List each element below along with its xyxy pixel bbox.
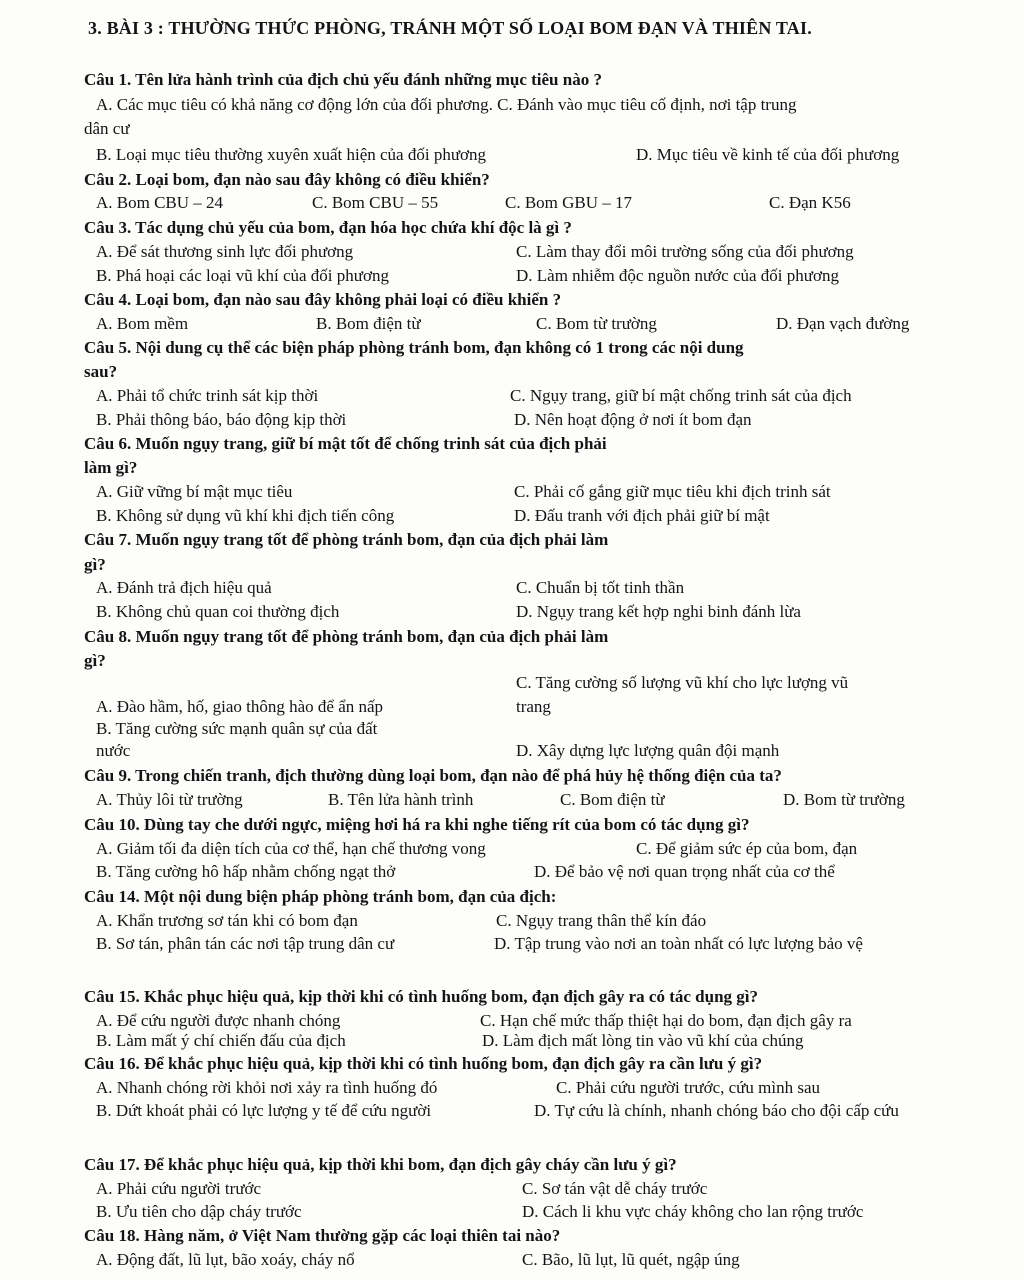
question-line: Câu 18. Hàng năm, ở Việt Nam thường gặp các loại thiên tai nào? bbox=[84, 1226, 561, 1245]
answer-line: D. Tự cứu là chính, nhanh chóng báo cho đội cấp cứu bbox=[534, 1101, 899, 1120]
answer-line: A. Nhanh chóng rời khỏi nơi xảy ra tình huống đó bbox=[96, 1078, 438, 1097]
answer-line: dân cư bbox=[84, 119, 130, 138]
answer-line: A. Khẩn trương sơ tán khi có bom đạn bbox=[96, 911, 358, 930]
answer-line: A. Bom CBU – 24 bbox=[96, 193, 224, 212]
answer-line: B. Tên lửa hành trình bbox=[328, 790, 474, 809]
answer-line: A. Để sát thương sinh lực đối phương bbox=[96, 242, 354, 261]
question-line: Câu 14. Một nội dung biện pháp phòng tránh bom, đạn của địch: bbox=[84, 887, 557, 906]
question-line: Câu 10. Dùng tay che dưới ngực, miệng hơi há ra khi nghe tiếng rít của bom có tác dụng gì? bbox=[84, 815, 750, 834]
question-line: gì? bbox=[84, 651, 106, 670]
answer-line: D. Ngụy trang kết hợp nghi binh đánh lừa bbox=[516, 602, 801, 621]
answer-line: C. Ngụy trang, giữ bí mật chống trinh sát của địch bbox=[510, 386, 852, 405]
answer-line: D. Xây dựng lực lượng quân đội mạnh bbox=[516, 741, 780, 760]
answer-line: D. Để bảo vệ nơi quan trọng nhất của cơ thể bbox=[534, 862, 835, 881]
answer-line: B. Làm mất ý chí chiến đấu của địch bbox=[96, 1031, 346, 1050]
answer-line: C. Bom GBU – 17 bbox=[505, 193, 633, 212]
question-line: sau? bbox=[84, 362, 118, 381]
answer-line: A. Để cứu người được nhanh chóng bbox=[96, 1011, 341, 1030]
answer-line: B. Loại mục tiêu thường xuyên xuất hiện của đối phương bbox=[96, 145, 487, 164]
answer-line: A. Thủy lôi từ trường bbox=[96, 790, 243, 809]
answer-line: C. Bom CBU – 55 bbox=[312, 193, 439, 212]
answer-line: A. Giảm tối đa diện tích của cơ thể, hạn chế thương vong bbox=[96, 839, 486, 858]
answer-line: B. Ưu tiên cho dập cháy trước bbox=[96, 1202, 302, 1221]
answer-line: A. Phải tổ chức trinh sát kịp thời bbox=[96, 386, 319, 405]
question-line: Câu 7. Muốn ngụy trang tốt để phòng tránh bom, đạn của địch phải làm bbox=[84, 530, 609, 549]
answer-line: C. Tăng cường số lượng vũ khí cho lực lượng vũ bbox=[516, 673, 849, 692]
answer-line: C. Sơ tán vật dễ cháy trước bbox=[522, 1179, 708, 1198]
answer-line: C. Phải cố gắng giữ mục tiêu khi địch trinh sát bbox=[514, 482, 831, 501]
question-line: Câu 4. Loại bom, đạn nào sau đây không phải loại có điều khiển ? bbox=[84, 290, 562, 309]
answer-line: C. Bom điện từ bbox=[560, 790, 665, 809]
answer-line: C. Để giảm sức ép của bom, đạn bbox=[636, 839, 858, 858]
answer-line: D. Mục tiêu về kinh tế của đối phương bbox=[636, 145, 900, 164]
answer-line: D. Làm địch mất lòng tin vào vũ khí của chúng bbox=[482, 1031, 804, 1050]
answer-line: C. Ngụy trang thân thể kín đáo bbox=[496, 911, 707, 930]
answer-line: C. Làm thay đổi môi trường sống của đối phương bbox=[516, 242, 854, 261]
answer-line: B. Không sử dụng vũ khí khi địch tiến công bbox=[96, 506, 395, 525]
answer-line: C. Đạn K56 bbox=[769, 193, 851, 212]
answer-line: C. Hạn chế mức thấp thiệt hại do bom, đạn địch gây ra bbox=[480, 1011, 852, 1030]
question-line: Câu 16. Để khắc phục hiệu quả, kịp thời khi có tình huống bom, đạn địch gây ra cần lưu ý gì? bbox=[84, 1054, 763, 1073]
question-line: Câu 6. Muốn ngụy trang, giữ bí mật tốt để chống trinh sát của địch phải bbox=[84, 434, 607, 453]
answer-line: A. Giữ vững bí mật mục tiêu bbox=[96, 482, 293, 501]
answer-line: B. Tăng cường sức mạnh quân sự của đất bbox=[96, 719, 378, 738]
question-line: Câu 9. Trong chiến tranh, địch thường dùng loại bom, đạn nào để phá hủy hệ thống điện của ta? bbox=[84, 766, 782, 785]
answer-line: D. Đạn vạch đường bbox=[776, 314, 910, 333]
answer-line: A. Phải cứu người trước bbox=[96, 1179, 262, 1198]
answer-line: B. Tăng cường hô hấp nhằm chống ngạt thở bbox=[96, 862, 396, 881]
answer-line: B. Không chủ quan coi thường địch bbox=[96, 602, 340, 621]
question-line: Câu 2. Loại bom, đạn nào sau đây không có điều khiển? bbox=[84, 170, 490, 189]
question-line: Câu 8. Muốn ngụy trang tốt để phòng tránh bom, đạn của địch phải làm bbox=[84, 627, 609, 646]
answer-line: C. Phải cứu người trước, cứu mình sau bbox=[556, 1078, 820, 1097]
answer-line: A. Các mục tiêu có khả năng cơ động lớn của đối phương. C. Đánh vào mục tiêu cố định, nơi tập trung bbox=[96, 95, 797, 114]
question-line: Câu 1. Tên lửa hành trình của địch chủ yếu đánh những mục tiêu nào ? bbox=[84, 70, 602, 89]
answer-line: A. Đánh trả địch hiệu quả bbox=[96, 578, 272, 597]
answer-line: D. Làm nhiễm độc nguồn nước của đối phương bbox=[516, 266, 839, 285]
answer-line: D. Bom từ trường bbox=[783, 790, 905, 809]
answer-line: nước bbox=[96, 741, 131, 760]
answer-line: C. Chuẩn bị tốt tinh thần bbox=[516, 578, 685, 597]
question-line: làm gì? bbox=[84, 458, 138, 477]
answer-line: B. Phải thông báo, báo động kịp thời bbox=[96, 410, 347, 429]
question-line: gì? bbox=[84, 555, 106, 574]
answer-line: B. Sơ tán, phân tán các nơi tập trung dân cư bbox=[96, 934, 395, 953]
answer-line: D. Nên hoạt động ở nơi ít bom đạn bbox=[514, 410, 752, 429]
page-title: 3. BÀI 3 : THƯỜNG THỨC PHÒNG, TRÁNH MỘT SỐ LOẠI BOM ĐẠN VÀ THIÊN TAI. bbox=[88, 18, 812, 38]
answer-line: B. Phá hoại các loại vũ khí của đối phương bbox=[96, 266, 389, 285]
question-line: Câu 15. Khắc phục hiệu quả, kịp thời khi có tình huống bom, đạn địch gây ra có tác dụng gì? bbox=[84, 987, 759, 1006]
answer-line: B. Dứt khoát phải có lực lượng y tế để cứu người bbox=[96, 1101, 432, 1120]
answer-line: C. Bom từ trường bbox=[536, 314, 657, 333]
answer-line: A. Bom mềm bbox=[96, 314, 189, 333]
answer-line: B. Bom điện từ bbox=[316, 314, 421, 333]
answer-line: D. Đấu tranh với địch phải giữ bí mật bbox=[514, 506, 770, 525]
question-line: Câu 3. Tác dụng chủ yếu của bom, đạn hóa học chứa khí độc là gì ? bbox=[84, 218, 572, 237]
answer-line: D. Cách li khu vực cháy không cho lan rộng trước bbox=[522, 1202, 864, 1221]
answer-line: D. Tập trung vào nơi an toàn nhất có lực lượng bảo vệ bbox=[494, 934, 863, 953]
question-line: Câu 5. Nội dung cụ thể các biện pháp phòng tránh bom, đạn không có 1 trong các nội dung bbox=[84, 338, 744, 357]
question-line: Câu 17. Để khắc phục hiệu quả, kịp thời khi bom, đạn địch gây cháy cần lưu ý gì? bbox=[84, 1155, 677, 1174]
answer-line: trang bbox=[516, 697, 551, 716]
answer-line: A. Động đất, lũ lụt, bão xoáy, cháy nổ bbox=[96, 1250, 355, 1269]
answer-line: A. Đào hầm, hố, giao thông hào để ẩn nấp bbox=[96, 697, 384, 716]
answer-line: C. Bão, lũ lụt, lũ quét, ngập úng bbox=[522, 1250, 740, 1269]
